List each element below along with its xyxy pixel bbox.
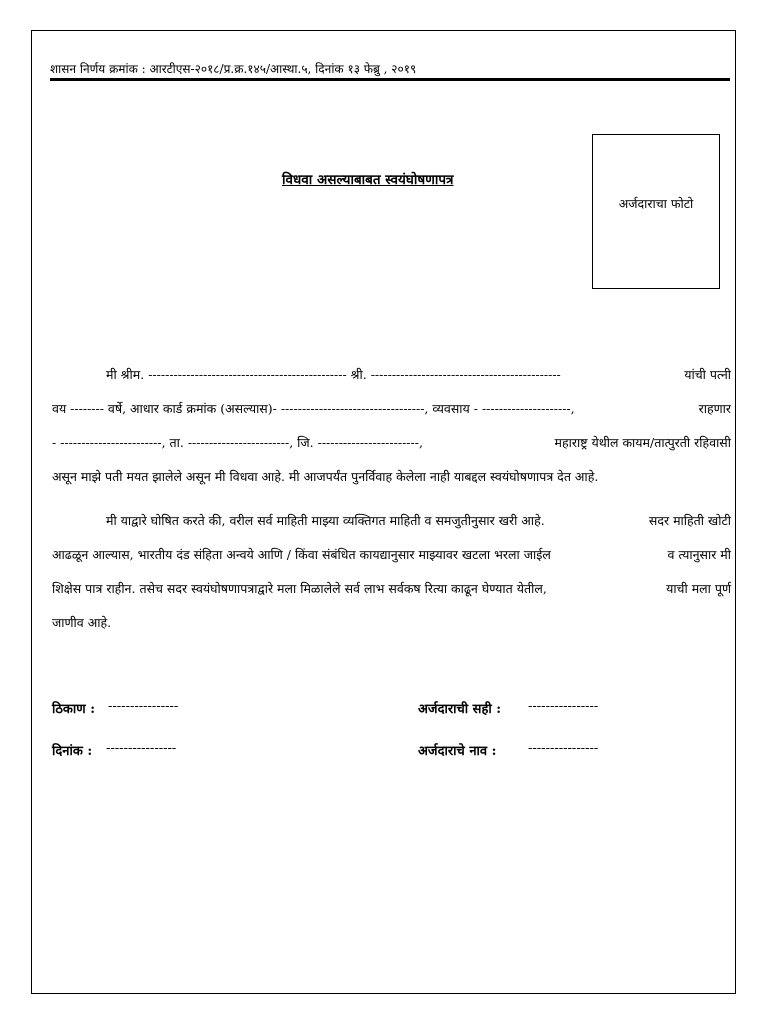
government-resolution-reference: शासन निर्णय क्रमांक : आरटीएस-२०१८/प्र.क्र.१४५/आस्था.५, दिनांक १३ फेब्रु , २०१९ [50,62,417,76]
paragraph2-line2 [52,546,731,563]
address-taluka-district-fields: - ------------------------, ता. ------------------------, जि. ------------------------, [52,435,423,450]
applicant-signature-blank: ---------------- [528,699,599,714]
declaration-line2a: आढळून आल्यास, भारतीय दंड संहिता अन्वये आणि / किंवा संबंधित कायद्यानुसार माझ्यावर खटला भरला जाईल [52,547,551,562]
applicant-signature-label: अर्जदाराची सही : [418,702,502,717]
paragraph2-line3 [52,580,731,597]
declaration-line1b: सदर माहिती खोटी [648,513,731,528]
paragraph1-line1 [106,366,731,383]
header-rule [50,78,730,81]
widow-declaration-text: असून माझे पती मयत झालेले असून मी विधवा आहे. मी आजपर्यंत पुनर्विवाह केलेला नाही याबद्दल स्वयंघोषणापत्र देत आहे. [52,469,599,484]
wife-of-text: यांची पत्नी [684,367,731,382]
applicant-photo-box [592,134,720,289]
place-blank: ---------------- [108,699,179,714]
resident-of-text: राहणार [698,401,731,416]
declaration-line1a: मी याद्वारे घोषित करते की, वरील सर्व माहिती माझ्या व्यक्तिगत माहिती व समजुतीनुसार खरी आहे. [106,513,545,528]
date-blank: ---------------- [106,741,177,756]
date-label: दिनांक : [52,744,93,759]
paragraph1-line2 [52,400,731,417]
applicant-name-blank: ---------------- [528,741,599,756]
declaration-line2b: व त्यानुसार मी [667,547,731,562]
name-husband-fields: मी श्रीम. ----------------------------------------------- श्री. --------------------------------------------- [106,367,561,382]
paragraph2-line1 [106,512,731,529]
maharashtra-resident-text: महाराष्ट्र येथील कायम/तात्पुरती रहिवासी [554,435,731,450]
declaration-line4: जाणीव आहे. [52,615,112,630]
applicant-photo-label: अर्जदाराचा फोटो [618,196,694,211]
declaration-line3a: शिक्षेस पात्र राहीन. तसेच सदर स्वयंघोषणापत्राद्वारे मला मिळालेले सर्व लाभ सर्वकष रित्या काढून घेण्यात येतील, [52,581,547,596]
paragraph1-line3 [52,434,731,451]
declaration-line3b: याची मला पूर्ण [666,581,731,596]
age-aadhaar-occupation-fields: वय -------- वर्षे, आधार कार्ड क्रमांक (असल्यास)- ----------------------------------, व्यवसाय - ---------------------, [52,401,575,416]
place-label: ठिकाण : [52,702,95,717]
applicant-name-label: अर्जदाराचे नाव : [418,744,497,759]
document-title: विधवा असल्याबाबत स्वयंघोषणापत्र [282,172,454,188]
